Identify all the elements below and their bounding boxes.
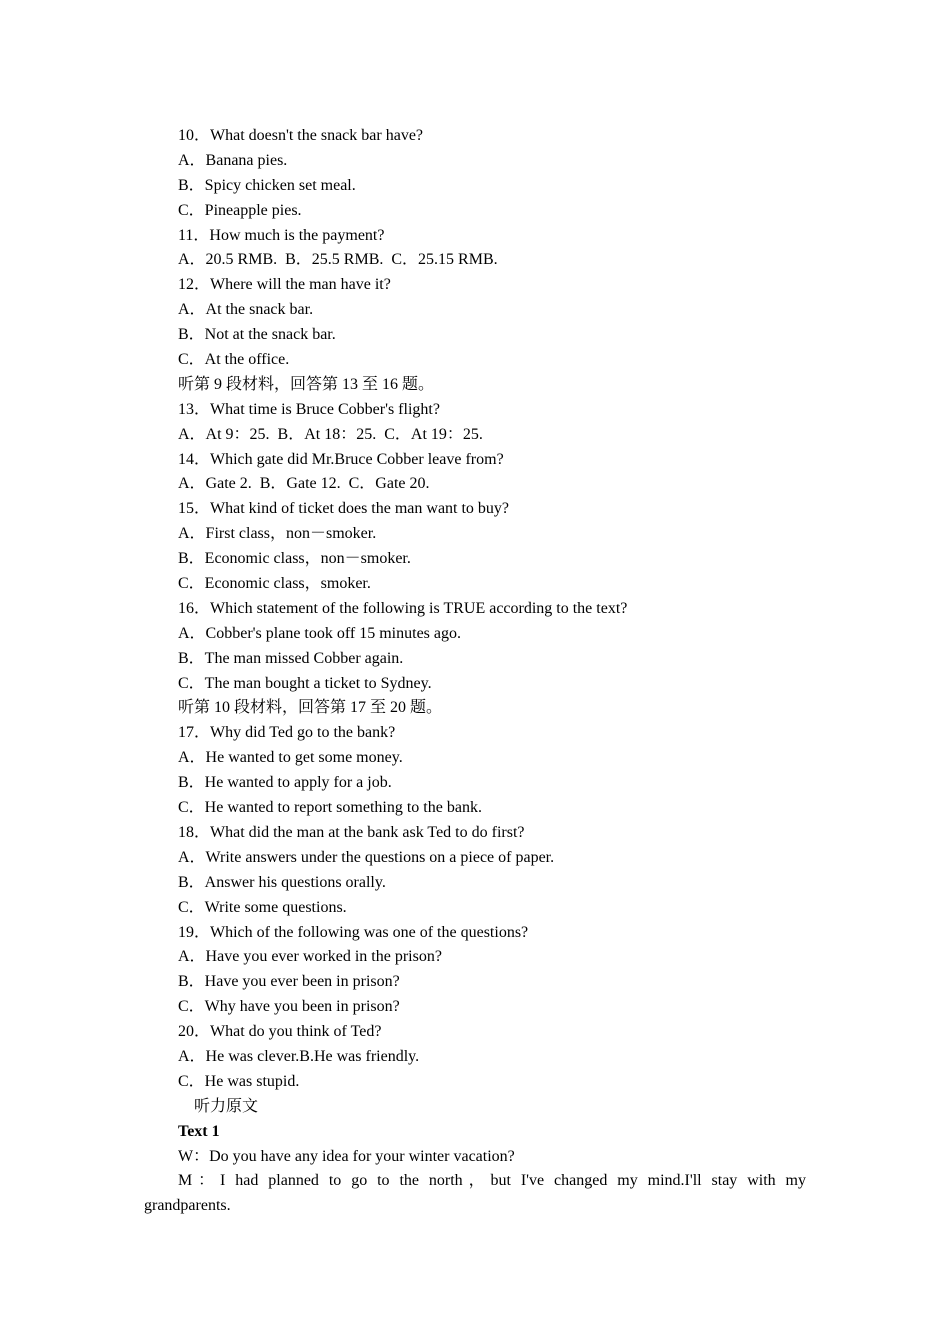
option-17c: C．He wanted to report something to the bank. xyxy=(178,799,482,817)
dialogue-man-line-2: grandparents. xyxy=(144,1197,231,1215)
option-15b: B．Economic class，non－smoker. xyxy=(178,550,411,568)
option-19a: A．Have you ever worked in the prison? xyxy=(178,948,442,966)
question-15: 15．What kind of ticket does the man want to buy? xyxy=(178,500,510,518)
option-15a: A．First class，non－smoker. xyxy=(178,525,377,543)
section-instruction-9: 听第 9 段材料，回答第 13 至 16 题。 xyxy=(178,375,435,393)
option-16c: C．The man bought a ticket to Sydney. xyxy=(178,674,432,692)
option-19c: C．Why have you been in prison? xyxy=(178,998,400,1016)
question-13: 13．What time is Bruce Cobber's flight? xyxy=(178,400,440,418)
option-12b: B．Not at the snack bar. xyxy=(178,326,336,344)
question-20: 20．What do you think of Ted? xyxy=(178,1023,382,1041)
option-15c: C．Economic class，smoker. xyxy=(178,575,371,593)
question-19: 19．Which of the following was one of the questions? xyxy=(178,923,529,941)
option-12c: C．At the office. xyxy=(178,351,290,369)
option-18c: C．Write some questions. xyxy=(178,898,347,916)
text-1-title: Text 1 xyxy=(178,1122,220,1140)
question-10: 10．What doesn't the snack bar have? xyxy=(178,127,424,144)
option-18b: B．Answer his questions orally. xyxy=(178,873,386,891)
dialogue-man xyxy=(144,1169,806,1219)
question-16: 16．Which statement of the following is TRUE according to the text? xyxy=(178,599,628,617)
document-content xyxy=(144,124,806,1219)
option-10a: A．Banana pies. xyxy=(178,151,288,169)
option-16b: B．The man missed Cobber again. xyxy=(178,649,404,667)
transcript-heading: 听力原文 xyxy=(194,1097,259,1115)
dialogue-man-line-1: M：I had planned to go to the north，but I've changed my mind.I'll stay with my xyxy=(178,1172,806,1190)
option-20c: C．He was stupid. xyxy=(178,1072,300,1090)
option-17a: A．He wanted to get some money. xyxy=(178,749,403,767)
section-instruction-10: 听第 10 段材料，回答第 17 至 20 题。 xyxy=(178,699,443,717)
options-14: A．Gate 2. B．Gate 12. C．Gate 20. xyxy=(178,475,430,493)
option-10b: B．Spicy chicken set meal. xyxy=(178,176,356,194)
question-14: 14．Which gate did Mr.Bruce Cobber leave from? xyxy=(178,450,504,468)
option-10c: C．Pineapple pies. xyxy=(178,201,302,219)
option-18a: A．Write answers under the questions on a piece of paper. xyxy=(178,848,555,866)
options-20ab: A．He was clever.B.He was friendly. xyxy=(178,1047,420,1065)
options-11: A．20.5 RMB. B．25.5 RMB. C．25.15 RMB. xyxy=(178,251,498,269)
question-18: 18．What did the man at the bank ask Ted to do first? xyxy=(178,823,525,841)
question-12: 12．Where will the man have it? xyxy=(178,276,391,294)
option-16a: A．Cobber's plane took off 15 minutes ago. xyxy=(178,624,461,642)
option-17b: B．He wanted to apply for a job. xyxy=(178,774,392,792)
options-13: A．At 9：25. B．At 18：25. C．At 19：25. xyxy=(178,425,483,443)
question-17: 17．Why did Ted go to the bank? xyxy=(178,724,396,742)
dialogue-woman: W：Do you have any idea for your winter vacation? xyxy=(178,1147,515,1165)
option-19b: B．Have you ever been in prison? xyxy=(178,973,400,991)
question-11: 11．How much is the payment? xyxy=(178,226,385,244)
option-12a: A．At the snack bar. xyxy=(178,301,314,319)
